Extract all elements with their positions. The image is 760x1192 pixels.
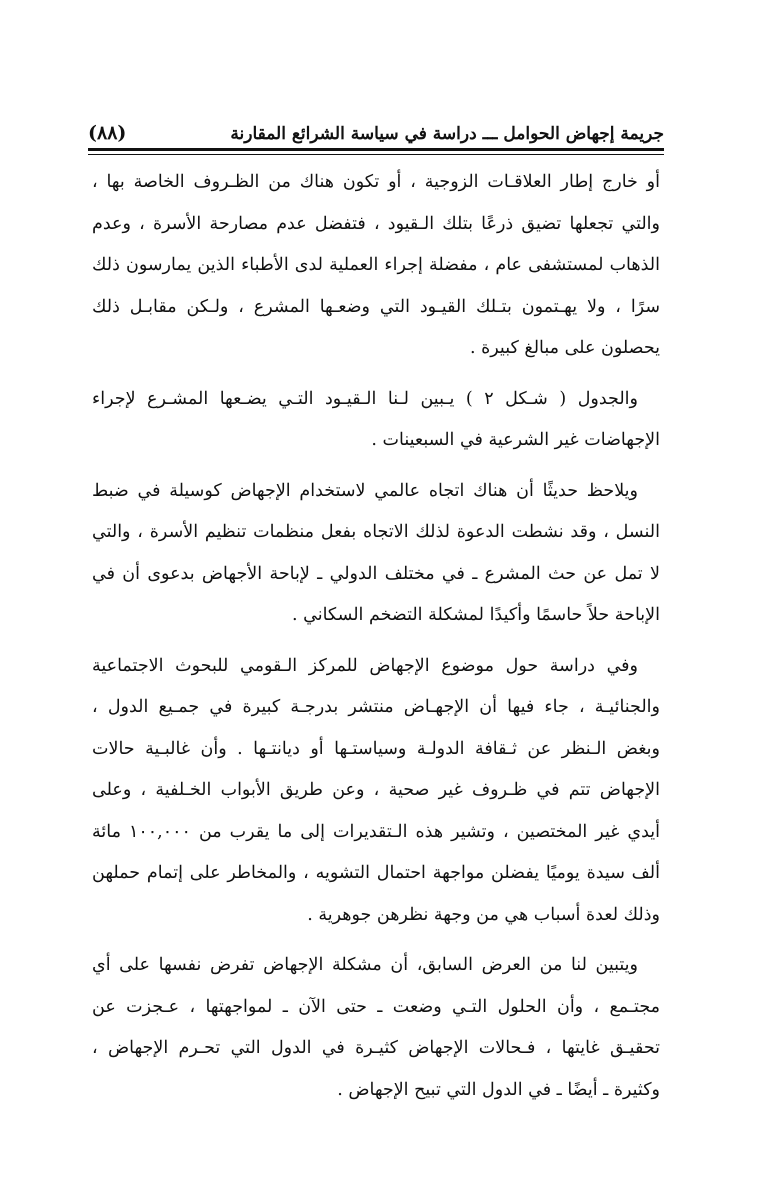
text-line: لا تمل عن حث المشرع ـ في مختلف الدولي ـ لإباحة الأجهاض بدعوى أن في — [92, 563, 660, 584]
text-line: الإجهاض تتم في ظـروف غير صحية ، وعن طريق الأبواب الخـلفية ، وعلى — [92, 780, 660, 800]
running-header — [88, 110, 664, 144]
text-line: وفي دراسة حول موضوع الإجهاض للمركز الـقومي للبحوث الاجتماعية — [92, 655, 638, 676]
text-line: والجنائيـة ، جاء فيها أن الإجهـاض منتشر بدرجـة كبيرة في جمـيع الدول ، — [92, 697, 660, 717]
text-line: وذلك لعدة أسباب هي من وجهة نظرهن جوهرية . — [307, 904, 660, 925]
text-line: أو خارج إطار العلاقـات الزوجية ، أو تكون هناك من الظـروف الخاصة بها ، — [92, 172, 660, 192]
text-line: ويتبين لنا من العرض السابق، أن مشكلة الإجهاض تفرض نفسها على أي — [92, 955, 638, 975]
text-line: والتي تجعلها تضيق ذرعًا بتلك الـقيود ، فتفضل عدم مصارحة الأسرة ، وعدم — [92, 213, 660, 234]
text-line: ويلاحظ حديثًا أن هناك اتجاه عالمي لاستخدام الإجهاض كوسيلة في ضبط — [92, 480, 638, 501]
paragraph-1 — [92, 162, 660, 370]
body-text — [92, 162, 660, 1111]
header-rule-thin — [88, 154, 664, 155]
paragraph-4 — [92, 646, 660, 937]
text-line: وبغض الـنظر عن ثـقافة الدولـة وسياستـها أو ديانتـها . وأن غالبـية حالات — [92, 738, 660, 759]
text-line: الإباحة حلاً حاسمًا وأكيدًا لمشكلة التضخم السكاني . — [292, 605, 660, 625]
text-line: أيدي غير المختصين ، وتشير هذه الـتقديرات إلى ما يقرب من ١٠٠,٠٠٠ مائة — [92, 821, 660, 842]
page-number: (٨٨) — [88, 122, 127, 144]
text-line: سرًا ، ولا يهـتمون بتـلك القيـود التي وضعـها المشرع ، ولـكن مقابـل ذلك — [92, 296, 660, 317]
running-title: جريمة إجهاض الحوامل ـــ دراسة في سياسة الشرائع المقارنة — [230, 124, 664, 144]
text-line: الإجهاضات غير الشرعية في السبعينات . — [371, 430, 660, 450]
text-line: يحصلون على مبالغ كبيرة . — [469, 338, 660, 358]
paragraph-3 — [92, 471, 660, 637]
text-line: ألف سيدة يوميًا يفضلن مواجهة احتمال التشويه ، والمخاطر على إتمام حملهن — [92, 863, 660, 883]
text-line: تحقيـق غايتها ، فـحالات الإجهاض كثيـرة في الدول التي تحـرم الإجهاض ، — [92, 1038, 660, 1058]
text-line: الذهاب لمستشفى عام ، مفضلة إجراء العملية لدى الأطباء الذين يمارسون ذلك — [92, 255, 660, 275]
header-rule — [88, 148, 664, 151]
text-line: والجدول ( شـكل ٢ ) يـبين لـنا الـقيـود التـي يضـعها المشـرع لإجراء — [92, 388, 638, 409]
text-line: وكثيرة ـ أيضًا ـ في الدول التي تبيح الإجهاض . — [337, 1079, 660, 1100]
text-line: النسل ، وقد نشطت الدعوة لذلك الاتجاه بفعل منظمات تنظيم الأسرة ، والتي — [92, 522, 660, 542]
text-line: مجتـمع ، وأن الحلول التـي وضعت ـ حتى الآن ـ لمواجهتها ، عـجزت عن — [92, 996, 660, 1017]
paragraph-5 — [92, 945, 660, 1111]
paragraph-2 — [92, 379, 660, 462]
